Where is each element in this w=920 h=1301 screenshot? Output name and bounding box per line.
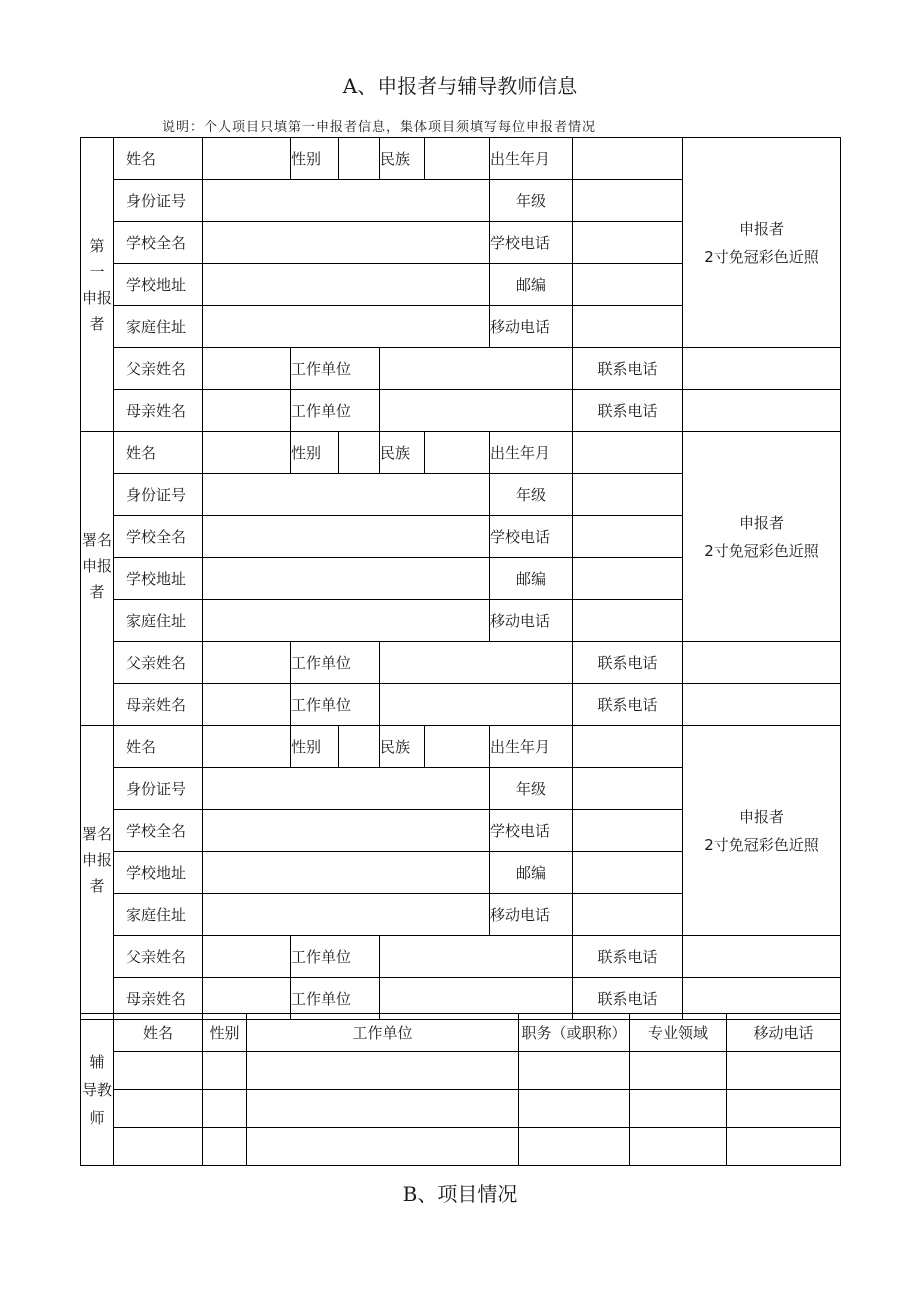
postcode-input[interactable] [573,852,683,894]
father-name-input[interactable] [203,936,291,978]
section-label-line [81,899,113,925]
school-name-input[interactable] [203,516,490,558]
field-label: 性别 [291,726,339,768]
field-label: 工作单位 [291,684,380,726]
mobile-input[interactable] [573,600,683,642]
applicant-section-label [81,138,114,432]
mobile-input[interactable] [573,306,683,348]
name-input[interactable] [203,432,291,474]
mother-contact-input[interactable] [683,390,841,432]
field-label: 家庭住址 [114,306,203,348]
father-name-input[interactable] [203,348,291,390]
applicant-row [81,390,841,432]
mobile-input[interactable] [573,894,683,936]
section-b-title: B、项目情况 [402,1182,518,1206]
field-label: 学校地址 [114,558,203,600]
applicant-info-table [80,137,841,1020]
field-label: 联系电话 [573,978,683,1020]
field-label: 姓名 [114,138,203,180]
ethnicity-input[interactable] [425,432,490,474]
tutor-gender-header: 性别 [203,1014,247,1052]
grade-input[interactable] [573,180,683,222]
tutor-name-header: 姓名 [114,1014,203,1052]
field-label: 身份证号 [114,768,203,810]
field-label: 家庭住址 [114,600,203,642]
mother-name-input[interactable] [203,684,291,726]
section-label-line: 者 [89,876,105,895]
mother-contact-input[interactable] [683,684,841,726]
field-label: 父亲姓名 [114,642,203,684]
field-label: 移动电话 [490,894,573,936]
tutor-cell-input[interactable] [114,1090,203,1128]
tutor-row [81,1052,841,1090]
field-label: 工作单位 [291,936,380,978]
field-label: 邮编 [490,558,573,600]
name-input[interactable] [203,726,291,768]
name-input[interactable] [203,138,291,180]
school-phone-input[interactable] [573,222,683,264]
field-label: 姓名 [114,432,203,474]
field-label: 母亲姓名 [114,978,203,1020]
section-a-title: A、申报者与辅导教师信息 [342,74,578,98]
photo-caption: 申报者 [738,513,784,532]
photo-caption: 2寸免冠彩色近照 [704,247,819,266]
father-name-input[interactable] [203,642,291,684]
tutor-cell-input[interactable] [519,1052,630,1090]
tutor-cell-input[interactable] [203,1128,247,1166]
tutor-mobile-header: 移动电话 [727,1014,841,1052]
field-label: 性别 [291,432,339,474]
tutor-row [81,1128,841,1166]
postcode-input[interactable] [573,558,683,600]
field-label: 邮编 [490,264,573,306]
home-address-input[interactable] [203,306,490,348]
field-label: 年级 [490,474,573,516]
section-label-line: 申报 [81,556,112,575]
school-phone-input[interactable] [573,516,683,558]
tutor-header-row [81,1014,841,1052]
applicant-row [81,936,841,978]
birth-input[interactable] [573,726,683,768]
school-address-input[interactable] [203,852,490,894]
father-work-unit-input[interactable] [380,642,573,684]
field-label: 工作单位 [291,390,380,432]
field-label: 邮编 [490,852,573,894]
field-label: 父亲姓名 [114,936,203,978]
tutor-table [80,1013,841,1166]
tutor-cell-input[interactable] [630,1128,727,1166]
section-label-line: 署名 [81,824,112,843]
field-label: 移动电话 [490,600,573,642]
photo-placeholder[interactable] [683,726,841,936]
field-label: 民族 [380,432,425,474]
field-label: 姓名 [114,726,203,768]
photo-caption: 申报者 [738,219,784,238]
field-label: 学校地址 [114,852,203,894]
applicant-row [81,138,841,180]
id-number-input[interactable] [203,180,490,222]
tutor-field-header: 专业领域 [630,1014,727,1052]
tutor-cell-input[interactable] [203,1090,247,1128]
field-label: 联系电话 [573,936,683,978]
field-label: 学校全名 [114,810,203,852]
field-label: 学校电话 [490,810,573,852]
field-label: 联系电话 [573,348,683,390]
tutor-cell-input[interactable] [630,1090,727,1128]
field-label: 身份证号 [114,180,203,222]
field-label: 学校电话 [490,222,573,264]
photo-placeholder[interactable] [683,138,841,348]
applicant-row [81,684,841,726]
tutor-row [81,1090,841,1128]
section-label-line [81,605,113,631]
mother-name-input[interactable] [203,390,291,432]
field-label: 父亲姓名 [114,348,203,390]
school-name-input[interactable] [203,222,490,264]
field-label: 性别 [291,138,339,180]
school-name-input[interactable] [203,810,490,852]
applicant-row [81,642,841,684]
home-address-input[interactable] [203,894,490,936]
birth-input[interactable] [573,432,683,474]
field-label: 母亲姓名 [114,390,203,432]
field-label: 联系电话 [573,684,683,726]
applicant-row [81,348,841,390]
field-label: 工作单位 [291,978,380,1020]
school-address-input[interactable] [203,558,490,600]
father-contact-input[interactable] [683,642,841,684]
father-contact-input[interactable] [683,936,841,978]
id-number-input[interactable] [203,768,490,810]
home-address-input[interactable] [203,600,490,642]
tutor-cell-input[interactable] [727,1090,841,1128]
mother-work-unit-input[interactable] [380,390,573,432]
applicant-section-label [81,726,114,1020]
tutor-cell-input[interactable] [727,1052,841,1090]
section-label-line: 者 [89,582,105,601]
photo-caption: 2寸免冠彩色近照 [704,541,819,560]
field-label: 学校地址 [114,264,203,306]
field-label: 工作单位 [291,348,380,390]
section-label-line: 第 [89,236,105,255]
section-label-line: 师 [89,1108,105,1127]
field-label: 年级 [490,768,573,810]
photo-placeholder[interactable] [683,432,841,642]
tutor-cell-input[interactable] [519,1128,630,1166]
father-contact-input[interactable] [683,348,841,390]
section-label-line: 一 [89,262,105,281]
field-label: 工作单位 [291,642,380,684]
grade-input[interactable] [573,474,683,516]
tutor-cell-input[interactable] [114,1128,203,1166]
field-label: 出生年月 [490,138,573,180]
field-label: 移动电话 [490,306,573,348]
section-label-line: 导教 [81,1080,112,1099]
postcode-input[interactable] [573,264,683,306]
birth-input[interactable] [573,138,683,180]
applicant-row [81,432,841,474]
tutor-cell-input[interactable] [114,1052,203,1090]
father-work-unit-input[interactable] [380,936,573,978]
field-label: 身份证号 [114,474,203,516]
field-label: 学校全名 [114,516,203,558]
field-label: 年级 [490,180,573,222]
section-label-line: 申报 [81,850,112,869]
tutor-cell-input[interactable] [519,1090,630,1128]
tutor-cell-input[interactable] [203,1052,247,1090]
section-label-line: 署名 [81,530,112,549]
gender-input[interactable] [339,432,380,474]
field-label: 学校电话 [490,516,573,558]
field-label: 民族 [380,138,425,180]
school-address-input[interactable] [203,264,490,306]
gender-input[interactable] [339,138,380,180]
field-label: 出生年月 [490,726,573,768]
field-label: 家庭住址 [114,894,203,936]
mother-work-unit-input[interactable] [380,684,573,726]
applicant-section-label [81,432,114,726]
tutor-cell-input[interactable] [247,1090,519,1128]
field-label: 联系电话 [573,642,683,684]
section-label-line: 辅 [89,1052,105,1071]
tutor-cell-input[interactable] [630,1052,727,1090]
father-work-unit-input[interactable] [380,348,573,390]
photo-caption: 2寸免冠彩色近照 [704,835,819,854]
section-label-line: 申报 [81,288,112,307]
tutor-cell-input[interactable] [247,1128,519,1166]
ethnicity-input[interactable] [425,726,490,768]
applicant-row [81,726,841,768]
tutor-cell-input[interactable] [727,1128,841,1166]
ethnicity-input[interactable] [425,138,490,180]
gender-input[interactable] [339,726,380,768]
tutor-cell-input[interactable] [247,1052,519,1090]
field-label: 母亲姓名 [114,684,203,726]
grade-input[interactable] [573,768,683,810]
field-label: 联系电话 [573,390,683,432]
id-number-input[interactable] [203,474,490,516]
tutor-section-label [81,1014,114,1166]
tutor-position-header: 职务（或职称） [519,1014,630,1052]
school-phone-input[interactable] [573,810,683,852]
section-label-line: 者 [89,314,105,333]
instructions-note: 说明：个人项目只填第一申报者信息，集体项目须填写每位申报者情况 [162,120,597,135]
photo-caption: 申报者 [738,807,784,826]
field-label: 学校全名 [114,222,203,264]
tutor-work-unit-header: 工作单位 [247,1014,519,1052]
field-label: 民族 [380,726,425,768]
field-label: 出生年月 [490,432,573,474]
